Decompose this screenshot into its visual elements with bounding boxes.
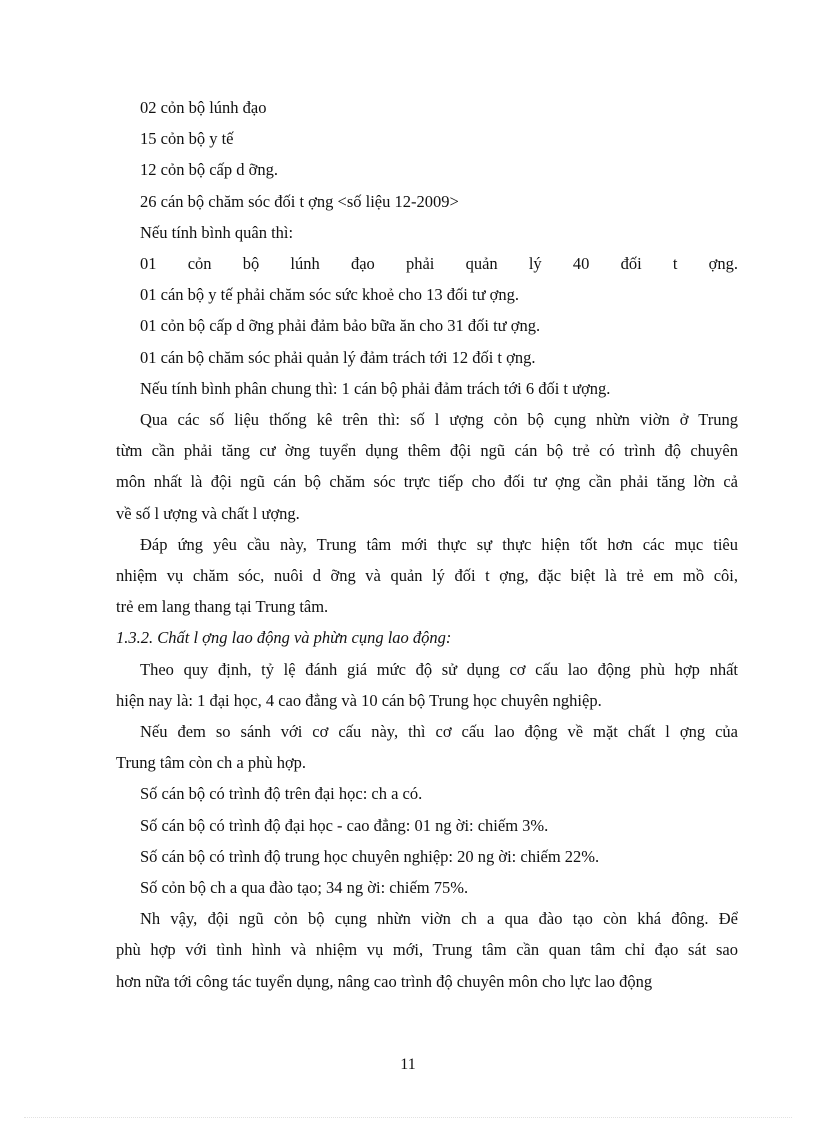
text-line: Qua các số liệu thống kê trên thì: số l ượng cỏn bộ cụng nhừn viờn ở Trung <box>140 410 738 430</box>
text-line: Nếu tính bình phân chung thì: 1 cán bộ phải đảm trách tới 6 đối t ượng. <box>140 378 611 398</box>
text-line: Số cán bộ có trình độ đại học - cao đẳng: 01 ng ời: chiếm 3%. <box>140 815 549 835</box>
page-edge-divider <box>24 1117 792 1118</box>
text-line: hiện nay là: 1 đại học, 4 cao đẳng và 10 cán bộ Trung học chuyên nghiệp. <box>116 690 602 710</box>
text-line: Số cán bộ có trình độ trên đại học: ch a có. <box>140 784 423 804</box>
text-line: 26 cán bộ chăm sóc đối t ợng <số liệu 12-2009> <box>140 191 459 211</box>
text-line: Số cán bộ có trình độ trung học chuyên nghiệp: 20 ng ời: chiếm 22%. <box>140 846 600 866</box>
section-heading: 1.3.2. Chất l ợng lao động và phừn cụng lao động: <box>116 628 452 648</box>
text-line: môn nhất là đội ngũ cán bộ chăm sóc trực tiếp cho đối tư ợng cần phải tăng lờn cả <box>116 472 738 492</box>
text-line: từm cần phải tăng cư ờng tuyển dụng thêm đội ngũ cán bộ trẻ có trình độ chuyên <box>116 441 738 461</box>
text-line: về số l ượng và chất l ượng. <box>116 503 300 523</box>
text-line: Số cỏn bộ ch a qua đào tạo; 34 ng ời: chiếm 75%. <box>140 878 469 898</box>
text-line: 02 cỏn bộ lúnh đạo <box>140 98 267 117</box>
text-line: Nếu đem so sánh với cơ cấu này, thì cơ cấu lao động về mặt chất l ợng của <box>140 722 738 742</box>
text-line: nhiệm vụ chăm sóc, nuôi d ỡng và quản lý đối t ợng, đặc biệt là trẻ em mồ côi, <box>116 566 738 586</box>
body-text <box>116 92 738 997</box>
text-line: 12 cỏn bộ cấp d ỡng. <box>140 160 278 180</box>
page-number: 11 <box>400 1056 416 1073</box>
text-line: Nếu tính bình quân thì: <box>140 222 294 242</box>
text-line: 01 cỏn bộ lúnh đạo phải quản lý 40 đối t ợng. <box>140 254 738 274</box>
text-line: Theo quy định, tỷ lệ đánh giá mức độ sử dụng cơ cấu lao động phù hợp nhất <box>140 659 738 679</box>
text-line: 15 cỏn bộ y tế <box>140 129 234 149</box>
text-line: hơn nữa tới công tác tuyển dụng, nâng cao trình độ chuyên môn cho lực lao động <box>116 971 653 991</box>
text-line: Nh vậy, đội ngũ cỏn bộ cụng nhừn viờn ch a qua đào tạo còn khá đông. Để <box>140 909 738 929</box>
text-line: Trung tâm còn ch a phù hợp. <box>116 753 307 773</box>
text-line: trẻ em lang thang tại Trung tâm. <box>116 597 329 617</box>
text-line: phù hợp với tình hình và nhiệm vụ mới, Trung tâm cần quan tâm chỉ đạo sát sao <box>116 940 738 960</box>
text-line: 01 cán bộ chăm sóc phải quản lý đảm trách tới 12 đối t ợng. <box>140 347 536 367</box>
text-line: Đáp ứng yêu cầu này, Trung tâm mới thực sự thực hiện tốt hơn các mục tiêu <box>140 534 738 554</box>
text-line: 01 cán bộ y tế phải chăm sóc sức khoẻ cho 13 đối tư ợng. <box>140 285 519 305</box>
text-line: 01 cỏn bộ cấp d ỡng phải đảm bảo bữa ăn cho 31 đối tư ợng. <box>140 316 541 336</box>
